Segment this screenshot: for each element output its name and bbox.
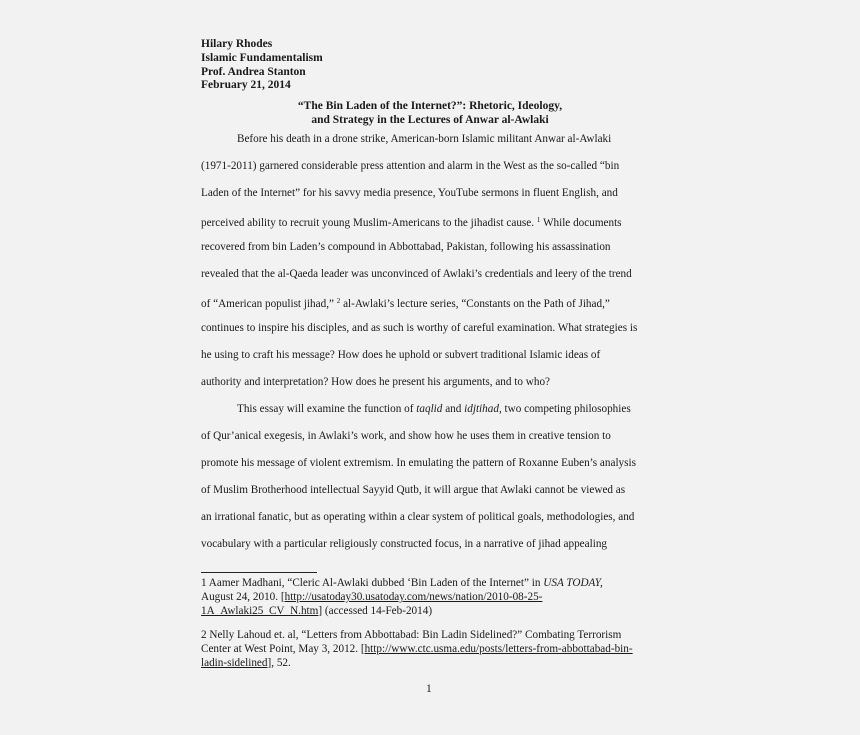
footnote-2: [201, 628, 671, 671]
footnote-text: Center at West Point, May 3, 2012. [: [201, 643, 365, 656]
paragraph-line: recovered from bin Laden’s compound in Abbottabad, Pakistan, following his assassination: [201, 241, 611, 253]
essay-body: [201, 130, 661, 562]
paragraph-line: an irrational fanatic, but as operating within a clear system of political goals, methodologies, and: [201, 511, 635, 523]
course-name: Islamic Fundamentalism: [201, 51, 323, 64]
footnote-text: ], 52.: [267, 657, 291, 670]
link-text: 1A_Awlaki25_CV_N.htm: [201, 605, 319, 618]
line-text: perceived ability to recruit young Muslim-Americans to the jihadist cause.: [201, 217, 535, 229]
paragraph-line: vocabulary with a particular religiously constructed focus, in a narrative of jihad appealing: [201, 538, 608, 550]
publication-name: USA TODAY,: [543, 577, 603, 589]
link-text: http://usatoday30.usatoday.com/news/nation/2010-08-25-: [284, 591, 543, 604]
footnote-1: [201, 576, 671, 619]
term-idjtihad: idjtihad,: [464, 403, 502, 415]
footnote-text: ] (accessed 14-Feb-2014): [318, 605, 433, 618]
title-line-1: “The Bin Laden of the Internet?”: Rhetoric, Ideology,: [297, 100, 563, 112]
footnote-ref-2[interactable]: 2: [336, 297, 341, 305]
footnote-text: 1 Aamer Madhani, “Cleric Al-Awlaki dubbed ‘Bin Laden of the Internet” in: [201, 577, 544, 589]
footnote-ref-1[interactable]: 1: [536, 216, 541, 224]
paragraph-line: revealed that the al-Qaeda leader was unconvinced of Awlaki’s credentials and leery of the trend: [201, 268, 632, 280]
paragraph-line: Laden of the Internet” for his savvy media presence, YouTube sermons in fluent English, and: [201, 187, 618, 199]
term-taqlid: taqlid: [416, 403, 443, 415]
paragraph-line: [201, 211, 661, 238]
link-text: ladin-sidelined: [201, 657, 268, 670]
link-text: http://www.ctc.usma.edu/posts/letters-from-abbottabad-bin-: [364, 643, 633, 656]
line-text: al-Awlaki’s lecture series, “Constants on the Path of Jihad,”: [340, 298, 610, 310]
footnote-divider: [201, 572, 317, 573]
paragraph-line: (1971-2011) garnered considerable press attention and alarm in the West as the so-called “bin: [201, 160, 620, 172]
paragraph-line: authority and interpretation? How does he present his arguments, and to who?: [201, 376, 551, 388]
line-text: This essay will examine the function of: [237, 403, 417, 415]
paragraph-line: of Qur’anical exegesis, in Awlaki’s work, and show how he uses them in creative tension to: [201, 430, 611, 442]
footnote-text: 2 Nelly Lahoud et. al, “Letters from Abbottabad: Bin Ladin Sidelined?” Combating Terrorism: [201, 629, 622, 641]
footnote-text: August 24, 2010. [: [201, 591, 285, 604]
document-header: [201, 38, 323, 93]
title-line-2: and Strategy in the Lectures of Anwar al-Awlaki: [311, 114, 549, 126]
paragraph-line: [201, 292, 661, 319]
document-date: February 21, 2014: [201, 79, 291, 92]
page-number: 1: [426, 683, 432, 695]
professor-name: Prof. Andrea Stanton: [201, 65, 306, 78]
paragraph-line: [201, 400, 661, 427]
line-text: two competing philosophies: [501, 403, 631, 415]
line-text: of “American populist jihad,”: [201, 298, 334, 310]
paragraph-line: continues to inspire his disciples, and as such is worthy of careful examination. What strategies is: [201, 322, 638, 334]
essay-title: [200, 99, 660, 127]
line-text: and: [442, 403, 465, 415]
paragraph-line: of Muslim Brotherhood intellectual Sayyid Qutb, it will argue that Awlaki cannot be viewed as: [201, 484, 626, 496]
paragraph-line: Before his death in a drone strike, American-born Islamic militant Anwar al-Awlaki: [237, 133, 612, 145]
line-text: While documents: [540, 217, 622, 229]
paragraph-line: promote his message of violent extremism. In emulating the pattern of Roxanne Euben’s analysis: [201, 457, 636, 469]
author-name: Hilary Rhodes: [201, 38, 273, 50]
paragraph-line: he using to craft his message? How does he uphold or subvert traditional Islamic ideas of: [201, 349, 601, 361]
